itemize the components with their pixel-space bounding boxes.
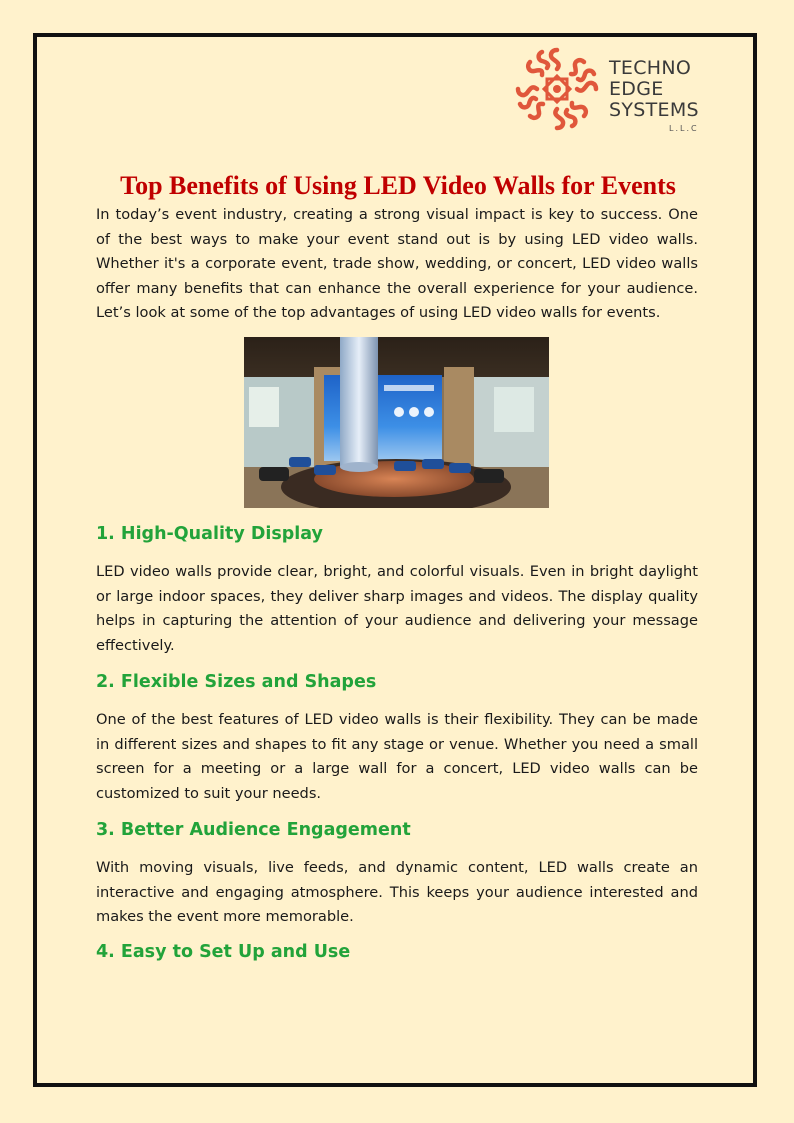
company-logo	[514, 46, 704, 136]
led-wall-venue-image	[244, 337, 549, 508]
section-heading-audience-engagement: 3. Better Audience Engagement	[96, 820, 411, 840]
intro-paragraph: In today’s event industry, creating a strong visual impact is key to success. One of the best ways to make your event stand out is by using LED video walls. Whether it's a corporate event, trade show, wedding, or concert, LED video walls offer many benefits that can enhance the overall experience for your audience. Let’s look at some of the top advantages of using LED video walls for events.	[96, 206, 698, 321]
section-heading-high-quality-display: 1. High-Quality Display	[96, 524, 323, 544]
section-heading-easy-setup: 4. Easy to Set Up and Use	[96, 942, 351, 962]
logo-line-techno: TECHNO	[609, 57, 692, 79]
page-title: Top Benefits of Using LED Video Walls for Events	[120, 171, 676, 200]
logo-suffix: L.L.C	[669, 124, 699, 133]
logo-wordmark	[609, 58, 699, 121]
event-photo	[244, 337, 549, 508]
logo-line-systems: SYSTEMS	[609, 99, 699, 121]
section-body-flexible-sizes: One of the best features of LED video walls is their flexibility. They can be made in different sizes and shapes to fit any stage or venue. Whether you need a small screen for a meeting or a large wall for a concert, LED video walls can be customized to suit your needs.	[96, 711, 698, 802]
section-body-audience-engagement: With moving visuals, live feeds, and dynamic content, LED walls create an interactive and engaging atmosphere. This keeps your audience interested and makes the event more memorable.	[96, 859, 698, 925]
section-heading-flexible-sizes: 2. Flexible Sizes and Shapes	[96, 672, 377, 692]
logo-line-edge: EDGE	[609, 78, 664, 100]
section-body-high-quality-display: LED video walls provide clear, bright, and colorful visuals. Even in bright daylight or large indoor spaces, they deliver sharp images and videos. The display quality helps in capturing the attention of your audience and delivering your message effectively.	[96, 563, 698, 654]
logo-emblem-icon	[514, 46, 600, 132]
